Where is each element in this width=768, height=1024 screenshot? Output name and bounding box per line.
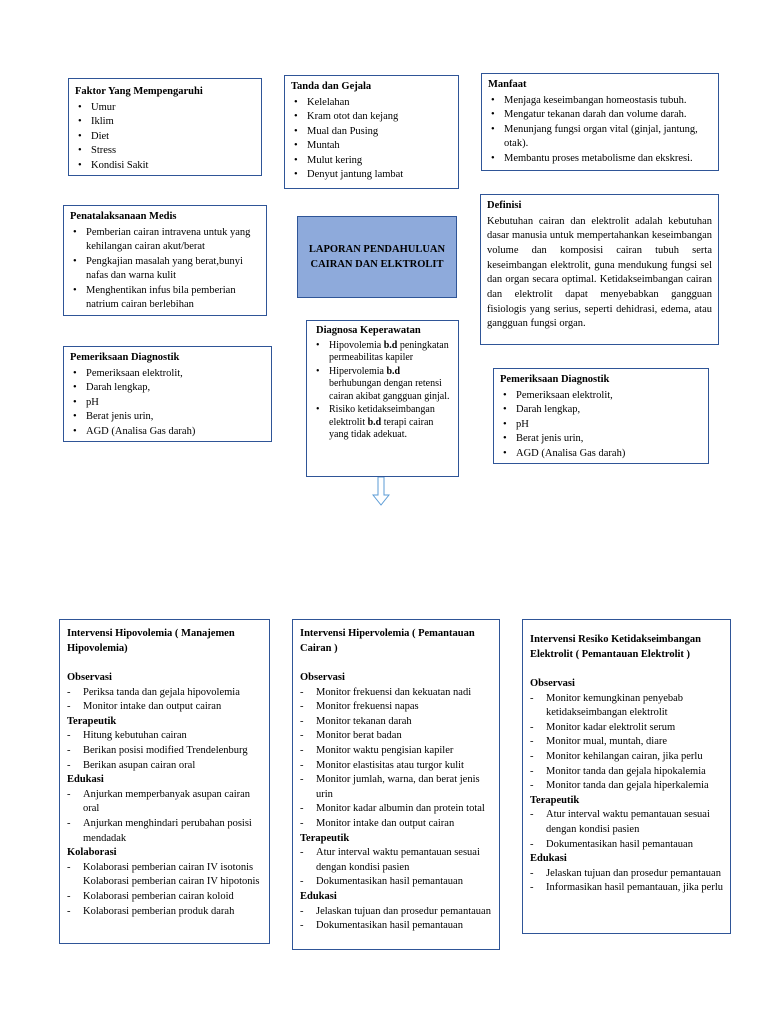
list-item: • Pengkajian masalah yang berat,bunyi nafas dan warna kulit — [86, 255, 260, 284]
hipo-observasi-label: Observasi — [67, 672, 112, 683]
list-item: - Dokumentasikan hasil pemantauan — [316, 875, 492, 890]
penatalaksanaan-title: Penatalaksanaan Medis — [70, 211, 177, 222]
list-item: • Mengatur tekanan darah dan volume darah. — [504, 108, 712, 123]
diagnosa-list — [313, 340, 452, 442]
list-item: - Monitor frekuensi dan kekuatan nadi — [316, 686, 492, 701]
list-item: - Monitor kehilangan cairan, jika perlu — [546, 750, 723, 765]
hiper-edukasi-label: Edukasi — [300, 890, 337, 902]
intervensi-hiper-title: Intervensi Hipervolemia ( Pemantauan Cairan ) — [300, 628, 475, 654]
diagnosa-item-bd: b.d — [386, 365, 401, 377]
list-item: • pH — [516, 418, 702, 433]
list-item: - Hitung kebutuhan cairan — [83, 729, 262, 744]
list-item: - Atur interval waktu pemantauan sesuai dengan kondisi pasien — [546, 808, 723, 837]
list-item: • Kondisi Sakit — [91, 159, 255, 174]
list-item: - Kolaborasi pemberian cairan IV isotonis Kolaborasi pemberian cairan IV hipotonis — [83, 861, 262, 890]
list-item: - Monitor jumlah, warna, dan berat jenis urin — [316, 773, 492, 802]
list-item: - Monitor berat badan — [316, 729, 492, 744]
hipo-terapeutik-list — [67, 729, 262, 773]
list-item: - Jelaskan tujuan dan prosedur pemantauan — [546, 867, 723, 882]
list-item: • Mulut kering — [307, 154, 452, 169]
manfaat-title: Manfaat — [488, 79, 527, 90]
list-item: • Kram otot dan kejang — [307, 110, 452, 125]
center-title-box — [297, 216, 457, 298]
manfaat-box — [481, 73, 719, 171]
diagnosa-item-pre: Hipovolemia — [329, 339, 384, 351]
hiper-observasi-label: Observasi — [300, 672, 345, 683]
pemeriksaan-left-list — [70, 367, 265, 440]
intervensi-hipervolemia-box — [292, 619, 500, 950]
diagnosa-item-post: berhubungan dengan retensi cairan akibat gangguan ginjal. — [329, 378, 450, 402]
list-item: • Iklim — [91, 115, 255, 130]
diagnosa-item-post: terapi cairan yang tidak adekuat. — [329, 416, 434, 440]
manfaat-list — [488, 94, 712, 167]
tanda-box — [284, 75, 459, 189]
list-item: • Menunjang fungsi organ vital (ginjal, jantung, otak). — [504, 123, 712, 152]
definisi-box — [480, 194, 719, 345]
list-item: • Kelelahan — [307, 96, 452, 111]
list-item: - Monitor tanda dan gejala hipokalemia — [546, 765, 723, 780]
list-item: • Membantu proses metabolisme dan ekskresi. — [504, 152, 712, 167]
intervensi-resiko-box — [522, 619, 731, 934]
intervensi-hipo-title: Intervensi Hipovolemia ( Manajemen Hipovolemia) — [67, 628, 235, 654]
hipo-terapeutik-label: Terapeutik — [67, 715, 117, 727]
list-item: • Darah lengkap, — [516, 403, 702, 418]
faktor-title: Faktor Yang Mempengaruhi — [75, 86, 203, 97]
list-item: - Monitor intake dan output cairan — [316, 817, 492, 832]
hipo-kolaborasi-label: Kolaborasi — [67, 847, 117, 859]
list-item: • Denyut jantung lambat — [307, 168, 452, 183]
list-item: - Monitor waktu pengisian kapiler — [316, 744, 492, 759]
list-item: - Dokumentasikan hasil pemantauan — [316, 919, 492, 934]
list-item: - Dokumentasikan hasil pemantauan — [546, 838, 723, 853]
hipo-observasi-list — [67, 686, 262, 715]
pemeriksaan-right-title: Pemeriksaan Diagnostik — [500, 374, 610, 385]
resiko-observasi-label: Observasi — [530, 678, 575, 689]
hipo-edukasi-list — [67, 788, 262, 846]
list-item: • Darah lengkap, — [86, 381, 265, 396]
hiper-terapeutik-label: Terapeutik — [300, 832, 350, 844]
list-item: - Kolaborasi pemberian produk darah — [83, 905, 262, 920]
list-item: - Informasikan hasil pemantauan, jika perlu — [546, 881, 723, 896]
diagnosa-item-pre: Risiko ketidakseimbangan elektrolit — [329, 404, 435, 428]
penatalaksanaan-list — [70, 226, 260, 313]
tanda-list — [291, 96, 452, 183]
pemeriksaan-left-box — [63, 346, 272, 442]
penatalaksanaan-box — [63, 205, 267, 316]
list-item: - Monitor mual, muntah, diare — [546, 735, 723, 750]
list-item: - Anjurkan memperbanyak asupan cairan oral — [83, 788, 262, 817]
list-item: • Stress — [91, 144, 255, 159]
center-title: LAPORAN PENDAHULUAN CAIRAN DAN ELKTROLIT — [308, 244, 446, 270]
hipo-edukasi-label: Edukasi — [67, 774, 104, 786]
intervensi-hipovolemia-box — [59, 619, 270, 944]
list-item: • Pemeriksaan elektrolit, — [86, 367, 265, 382]
list-item: • Umur — [91, 101, 255, 116]
list-item: - Monitor intake dan output cairan — [83, 700, 262, 715]
list-item: - Berikan asupan cairan oral — [83, 759, 262, 774]
list-item: - Periksa tanda dan gejala hipovolemia — [83, 686, 262, 701]
pemeriksaan-right-list — [500, 389, 702, 462]
resiko-terapeutik-label: Terapeutik — [530, 794, 580, 806]
hiper-observasi-list — [300, 686, 492, 832]
hiper-edukasi-list — [300, 905, 492, 934]
list-item: • Pemeriksaan elektrolit, — [516, 389, 702, 404]
list-item: - Monitor kadar albumin dan protein total — [316, 802, 492, 817]
list-item: • Muntah — [307, 139, 452, 154]
list-item: - Atur interval waktu pemantauan sesuai dengan kondisi pasien — [316, 846, 492, 875]
list-item: • Menjaga keseimbangan homeostasis tubuh. — [504, 94, 712, 109]
intervensi-resiko-title: Intervensi Resiko Ketidakseimbangan Elektrolit ( Pemantauan Elektrolit ) — [530, 634, 701, 660]
faktor-list — [75, 101, 255, 174]
pemeriksaan-right-box — [493, 368, 709, 464]
diagnosa-box — [306, 320, 459, 477]
hiper-terapeutik-list — [300, 846, 492, 890]
list-item: - Anjurkan menghindari perubahan posisi mendadak — [83, 817, 262, 846]
resiko-terapeutik-list — [530, 808, 723, 852]
list-item: • Mual dan Pusing — [307, 125, 452, 140]
list-item: - Monitor kadar elektrolit serum — [546, 721, 723, 736]
diagnosa-item — [329, 366, 452, 404]
list-item: - Monitor frekuensi napas — [316, 700, 492, 715]
list-item: - Monitor tekanan darah — [316, 715, 492, 730]
diagnosa-item-post: peningkatan permeabilitas kapiler — [329, 339, 449, 363]
diagnosa-item — [329, 340, 452, 365]
list-item: • Berat jenis urin, — [86, 410, 265, 425]
list-item: • Berat jenis urin, — [516, 432, 702, 447]
list-item: • Menghentikan infus bila pemberian natrium cairan berlebihan — [86, 284, 260, 313]
diagnosa-item-bd: b.d — [383, 339, 398, 351]
down-arrow-icon — [372, 477, 390, 507]
hipo-kolaborasi-list — [67, 861, 262, 919]
list-item: • pH — [86, 396, 265, 411]
diagnosa-item — [329, 404, 452, 442]
definisi-text: Kebutuhan cairan dan elektrolit adalah kebutuhan dasar manusia untuk mempertahankan keseimbangan volume dan komposisi cairan tubuh serta keseimbangan elektrolit, guna mendukung fungsi sel dan organ secara optimal. Ketidakseimbangan cairan dan elektrolit dapat menyebabkan gangguan fisiologis yang serius, seperti dehidrasi, edema, atau gangguan fungsi organ. — [487, 215, 712, 330]
list-item: • AGD (Analisa Gas darah) — [516, 447, 702, 462]
resiko-edukasi-list — [530, 867, 723, 896]
diagnosa-item-pre: Hipervolemia — [329, 365, 387, 377]
diagnosa-item-bd: b.d — [367, 416, 382, 428]
resiko-observasi-list — [530, 692, 723, 794]
definisi-title: Definisi — [487, 200, 522, 211]
list-item: - Kolaborasi pemberian cairan koloid — [83, 890, 262, 905]
diagnosa-title: Diagnosa Keperawatan — [316, 325, 421, 336]
resiko-edukasi-label: Edukasi — [530, 853, 567, 865]
list-item: - Jelaskan tujuan dan prosedur pemantauan — [316, 905, 492, 920]
tanda-title: Tanda dan Gejala — [291, 81, 372, 92]
list-item: - Berikan posisi modified Trendelenburg — [83, 744, 262, 759]
list-item: • Diet — [91, 130, 255, 145]
list-item: • AGD (Analisa Gas darah) — [86, 425, 265, 440]
list-item: - Monitor tanda dan gejala hiperkalemia — [546, 779, 723, 794]
list-item: - Monitor elastisitas atau turgor kulit — [316, 759, 492, 774]
list-item: - Monitor kemungkinan penyebab ketidakseimbangan elektrolit — [546, 692, 723, 721]
list-item: • Pemberian cairan intravena untuk yang kehilangan cairan akut/berat — [86, 226, 260, 255]
pemeriksaan-left-title: Pemeriksaan Diagnostik — [70, 352, 180, 363]
faktor-box — [68, 78, 262, 176]
